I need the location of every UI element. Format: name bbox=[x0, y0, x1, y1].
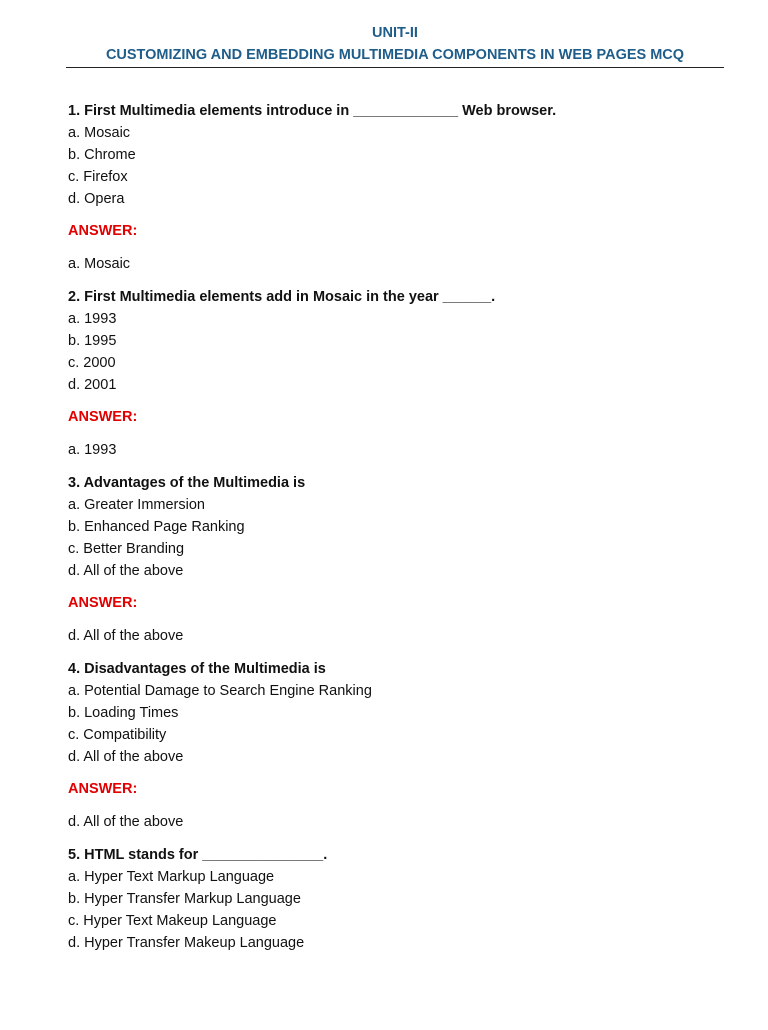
question-title: 2. First Multimedia elements add in Mosaic in the year ______. bbox=[68, 289, 496, 305]
header-divider bbox=[66, 67, 724, 68]
option-d: d. Hyper Transfer Makeup Language bbox=[68, 935, 305, 951]
question-4 bbox=[68, 658, 728, 844]
option-a: a. Hyper Text Markup Language bbox=[68, 869, 275, 885]
option-d: d. All of the above bbox=[68, 563, 184, 579]
question-title: 4. Disadvantages of the Multimedia is bbox=[68, 661, 326, 677]
option-b: b. Hyper Transfer Markup Language bbox=[68, 891, 301, 907]
question-3 bbox=[68, 472, 728, 658]
option-b: b. Chrome bbox=[68, 147, 136, 163]
question-5 bbox=[68, 844, 728, 1030]
unit-heading: UNIT-II bbox=[372, 25, 418, 41]
option-b: b. Enhanced Page Ranking bbox=[68, 519, 245, 535]
option-d: d. All of the above bbox=[68, 749, 184, 765]
option-d: d. Opera bbox=[68, 191, 125, 207]
question-1 bbox=[68, 100, 728, 286]
answer-value: d. All of the above bbox=[68, 814, 184, 830]
mcq-list bbox=[68, 100, 728, 1030]
answer-value: d. All of the above bbox=[68, 628, 184, 644]
answer-value: a. Mosaic bbox=[68, 256, 131, 272]
answer-value: a. 1993 bbox=[68, 442, 117, 458]
option-d: d. 2001 bbox=[68, 377, 117, 393]
page-title: CUSTOMIZING AND EMBEDDING MULTIMEDIA COMPONENTS IN WEB PAGES MCQ bbox=[105, 47, 685, 63]
option-a: a. Potential Damage to Search Engine Ranking bbox=[68, 683, 372, 699]
page-header bbox=[66, 22, 724, 66]
question-title: 5. HTML stands for _______________. bbox=[68, 847, 328, 863]
option-b: b. 1995 bbox=[68, 333, 117, 349]
answer-label: ANSWER: bbox=[68, 223, 138, 239]
option-c: c. 2000 bbox=[68, 355, 116, 371]
answer-label: ANSWER: bbox=[68, 409, 138, 425]
question-2 bbox=[68, 286, 728, 472]
question-title: 1. First Multimedia elements introduce in _____________ Web browser. bbox=[68, 103, 557, 119]
answer-label: ANSWER: bbox=[68, 595, 138, 611]
option-a: a. 1993 bbox=[68, 311, 117, 327]
option-c: c. Better Branding bbox=[68, 541, 185, 557]
option-c: c. Firefox bbox=[68, 169, 128, 185]
option-a: a. Mosaic bbox=[68, 125, 131, 141]
option-c: c. Compatibility bbox=[68, 727, 167, 743]
option-a: a. Greater Immersion bbox=[68, 497, 205, 513]
option-c: c. Hyper Text Makeup Language bbox=[68, 913, 277, 929]
option-b: b. Loading Times bbox=[68, 705, 179, 721]
question-title: 3. Advantages of the Multimedia is bbox=[68, 475, 306, 491]
answer-label: ANSWER: bbox=[68, 781, 138, 797]
